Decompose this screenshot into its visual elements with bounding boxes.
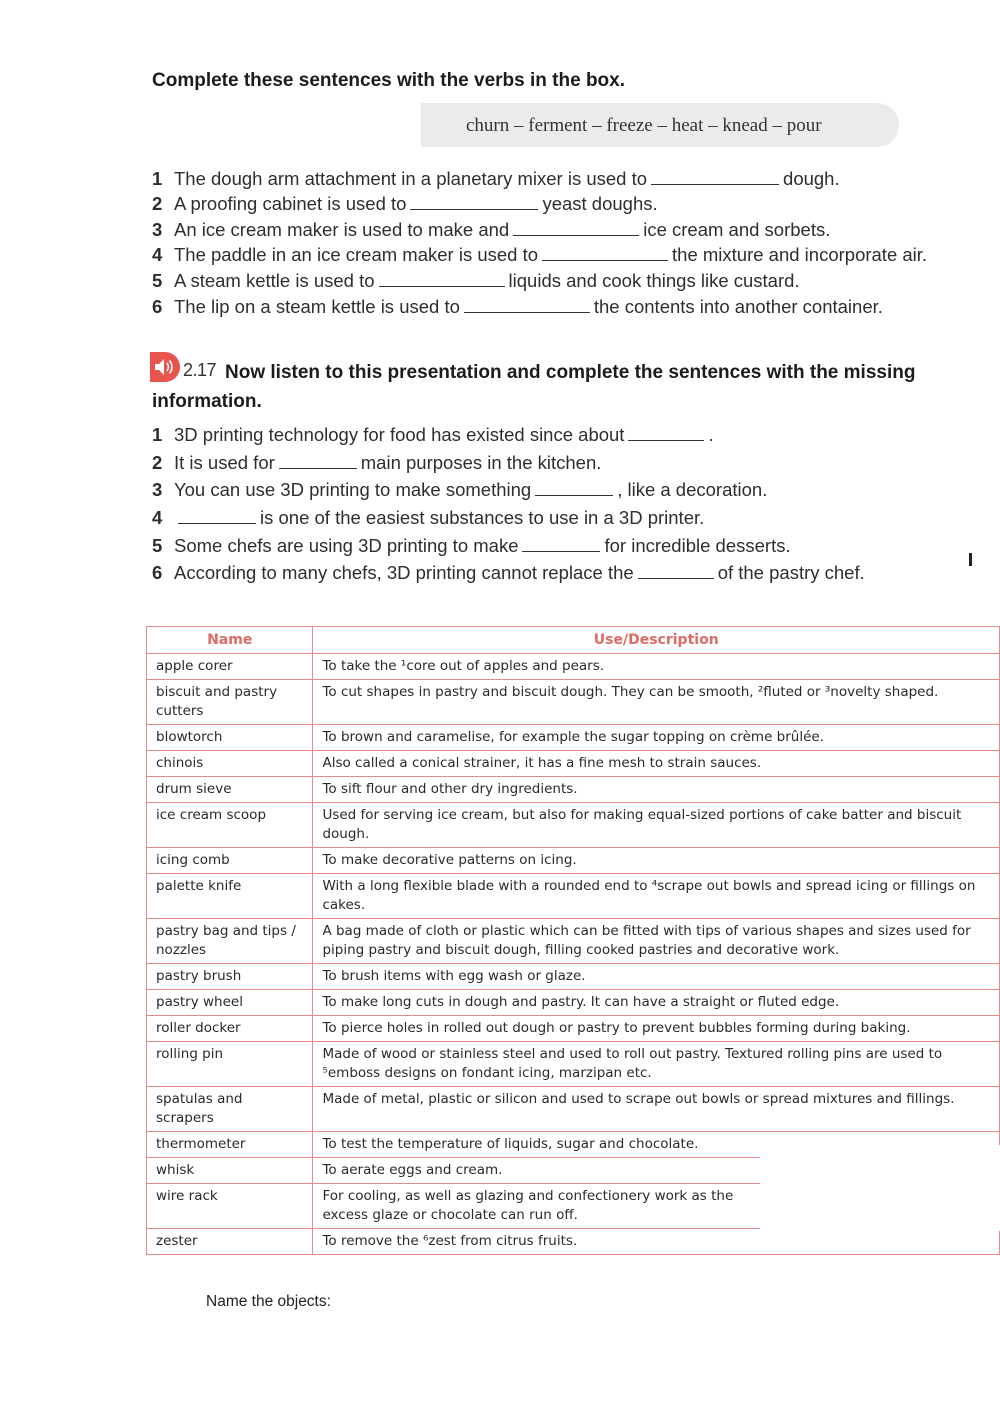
- exercise1-item: [152, 244, 927, 266]
- answer-blank[interactable]: [628, 439, 704, 441]
- item-number: 6: [152, 296, 163, 317]
- section1-heading: Complete these sentences with the verbs in the box.: [152, 70, 626, 91]
- tool-description: A bag made of cloth or plastic which can be fitted with tips of various shapes and sizes used for piping pastry and biscuit dough, filling cooked pastries and decorative work.: [313, 919, 1000, 964]
- column-header-description: Use/Description: [313, 627, 1000, 654]
- item-text-after: the mixture and incorporate air.: [672, 244, 928, 265]
- exercise2-item: [152, 535, 791, 557]
- answer-blank[interactable]: [178, 522, 256, 524]
- item-number: 3: [152, 479, 163, 500]
- tool-description: To sift flour and other dry ingredients.: [313, 777, 1000, 803]
- audio-speaker-icon[interactable]: [150, 352, 180, 382]
- table-row: [147, 1087, 1000, 1132]
- item-number: 5: [152, 535, 163, 556]
- exercise1-item: [152, 193, 658, 215]
- exercise1-item: [152, 219, 830, 241]
- exercise2-item: [152, 424, 714, 446]
- tool-name: apple corer: [147, 654, 313, 680]
- tool-name: wire rack: [147, 1184, 313, 1229]
- item-text-after: for incredible desserts.: [604, 535, 791, 556]
- table-row: [147, 919, 1000, 964]
- item-text-before: It is used for: [174, 452, 275, 473]
- item-number: 2: [152, 193, 163, 214]
- item-text-before: Some chefs are using 3D printing to make: [174, 535, 519, 556]
- table-row: [147, 874, 1000, 919]
- exercise2-item: [152, 452, 601, 474]
- item-text-after: yeast doughs.: [542, 193, 658, 214]
- item-text-after: is one of the easiest substances to use in a 3D printer.: [260, 507, 705, 528]
- tool-description: Used for serving ice cream, but also for making equal-sized portions of cake batter and biscuit dough.: [313, 803, 1000, 848]
- section2-heading: Now listen to this presentation and complete the sentences with the missing: [225, 362, 916, 383]
- tool-name: spatulas and scrapers: [147, 1087, 313, 1132]
- tool-name: pastry bag and tips / nozzles: [147, 919, 313, 964]
- exercise1-item: [152, 296, 883, 318]
- tool-name: pastry brush: [147, 964, 313, 990]
- tool-name: biscuit and pastry cutters: [147, 680, 313, 725]
- table-row: [147, 1229, 1000, 1255]
- margin-mark: [969, 553, 972, 566]
- tool-name: icing comb: [147, 848, 313, 874]
- tool-description: To brown and caramelise, for example the sugar topping on crème brûlée.: [313, 725, 1000, 751]
- item-number: 4: [152, 244, 163, 265]
- table-row: [147, 803, 1000, 848]
- exercise1-item: [152, 270, 800, 292]
- item-text-after: dough.: [783, 168, 840, 189]
- item-text-before: The dough arm attachment in a planetary mixer is used to: [174, 168, 648, 189]
- answer-blank[interactable]: [379, 285, 505, 287]
- item-number: 3: [152, 219, 163, 240]
- tool-description: Made of wood or stainless steel and used to roll out pastry. Textured rolling pins are used to ⁵emboss designs on fondant icing, marzipan etc.: [313, 1042, 1000, 1087]
- item-text-before: The paddle in an ice cream maker is used to: [174, 244, 539, 265]
- answer-blank[interactable]: [542, 259, 668, 261]
- table-row: [147, 680, 1000, 725]
- table-row: [147, 990, 1000, 1016]
- answer-blank[interactable]: [638, 577, 714, 579]
- tool-description: Made of metal, plastic or silicon and used to scrape out bowls or spread mixtures and fillings.: [313, 1087, 1000, 1132]
- table-row: [147, 848, 1000, 874]
- item-number: 1: [152, 424, 163, 445]
- answer-blank[interactable]: [279, 467, 357, 469]
- tool-name: drum sieve: [147, 777, 313, 803]
- column-header-name: Name: [147, 627, 313, 654]
- verb-box-text: churn – ferment – freeze – heat – knead – pour: [466, 115, 822, 136]
- exercise2-item: [152, 562, 865, 584]
- answer-blank[interactable]: [535, 494, 613, 496]
- exercise2-item: [152, 507, 704, 529]
- item-text-after: ice cream and sorbets.: [643, 219, 831, 240]
- tool-name: ice cream scoop: [147, 803, 313, 848]
- table-header-row: [147, 627, 1000, 654]
- tool-name: roller docker: [147, 1016, 313, 1042]
- item-text-before: A proofing cabinet is used to: [174, 193, 407, 214]
- exercise2-item: [152, 479, 767, 501]
- table-row: [147, 777, 1000, 803]
- blank-area: [760, 1145, 1000, 1231]
- item-number: 1: [152, 168, 163, 189]
- item-number: 5: [152, 270, 163, 291]
- table-row: [147, 654, 1000, 680]
- tool-name: rolling pin: [147, 1042, 313, 1087]
- tool-description: To test the temperature of liquids, sugar and chocolate.: [313, 1132, 1000, 1158]
- table-row: [147, 964, 1000, 990]
- tool-name: blowtorch: [147, 725, 313, 751]
- item-text-after: liquids and cook things like custard.: [508, 270, 800, 291]
- answer-blank[interactable]: [464, 311, 590, 313]
- item-number: 6: [152, 562, 163, 583]
- table-row: [147, 1042, 1000, 1087]
- tool-name: whisk: [147, 1158, 313, 1184]
- item-text-before: According to many chefs, 3D printing cannot replace the: [174, 562, 634, 583]
- tool-name: thermometer: [147, 1132, 313, 1158]
- answer-blank[interactable]: [410, 208, 538, 210]
- item-text-after: , like a decoration.: [617, 479, 768, 500]
- tool-description: Also called a conical strainer, it has a fine mesh to strain sauces.: [313, 751, 1000, 777]
- answer-blank[interactable]: [513, 234, 639, 236]
- item-text-before: The lip on a steam kettle is used to: [174, 296, 460, 317]
- item-text-before: 3D printing technology for food has existed since about: [174, 424, 625, 445]
- item-number: 2: [152, 452, 163, 473]
- tool-description: To cut shapes in pastry and biscuit dough. They can be smooth, ²fluted or ³novelty shaped.: [313, 680, 1000, 725]
- tool-name: zester: [147, 1229, 313, 1255]
- tool-description: For cooling, as well as glazing and confectionery work as the excess glaze or chocolate can run off.: [313, 1184, 1000, 1229]
- tool-description: To brush items with egg wash or glaze.: [313, 964, 1000, 990]
- track-number: 2.17: [183, 360, 217, 380]
- item-text-after: main purposes in the kitchen.: [360, 452, 602, 473]
- exercise1-item: [152, 168, 840, 190]
- table-row: [147, 751, 1000, 777]
- item-text-before: An ice cream maker is used to make and: [174, 219, 510, 240]
- item-text-after: of the pastry chef.: [717, 562, 865, 583]
- tool-description: To aerate eggs and cream.: [313, 1158, 1000, 1184]
- item-text-after: .: [708, 424, 714, 445]
- name-the-objects-label: Name the objects:: [206, 1293, 331, 1310]
- section2-heading-line2: information.: [152, 391, 262, 412]
- tool-description: To pierce holes in rolled out dough or pastry to prevent bubbles forming during baking.: [313, 1016, 1000, 1042]
- item-text-after: the contents into another container.: [593, 296, 883, 317]
- tool-name: pastry wheel: [147, 990, 313, 1016]
- tool-description: To take the ¹core out of apples and pears.: [313, 654, 1000, 680]
- tool-description: To make long cuts in dough and pastry. It can have a straight or fluted edge.: [313, 990, 1000, 1016]
- answer-blank[interactable]: [522, 550, 600, 552]
- tool-name: chinois: [147, 751, 313, 777]
- table-row: [147, 1016, 1000, 1042]
- answer-blank[interactable]: [651, 183, 779, 185]
- item-text-before: A steam kettle is used to: [174, 270, 375, 291]
- item-number: 4: [152, 507, 163, 528]
- tool-description: To remove the ⁶zest from citrus fruits.: [313, 1229, 1000, 1255]
- table-row: [147, 725, 1000, 751]
- item-text-before: You can use 3D printing to make something: [174, 479, 532, 500]
- tool-name: palette knife: [147, 874, 313, 919]
- tool-description: To make decorative patterns on icing.: [313, 848, 1000, 874]
- tool-description: With a long flexible blade with a rounded end to ⁴scrape out bowls and spread icing or fillings on cakes.: [313, 874, 1000, 919]
